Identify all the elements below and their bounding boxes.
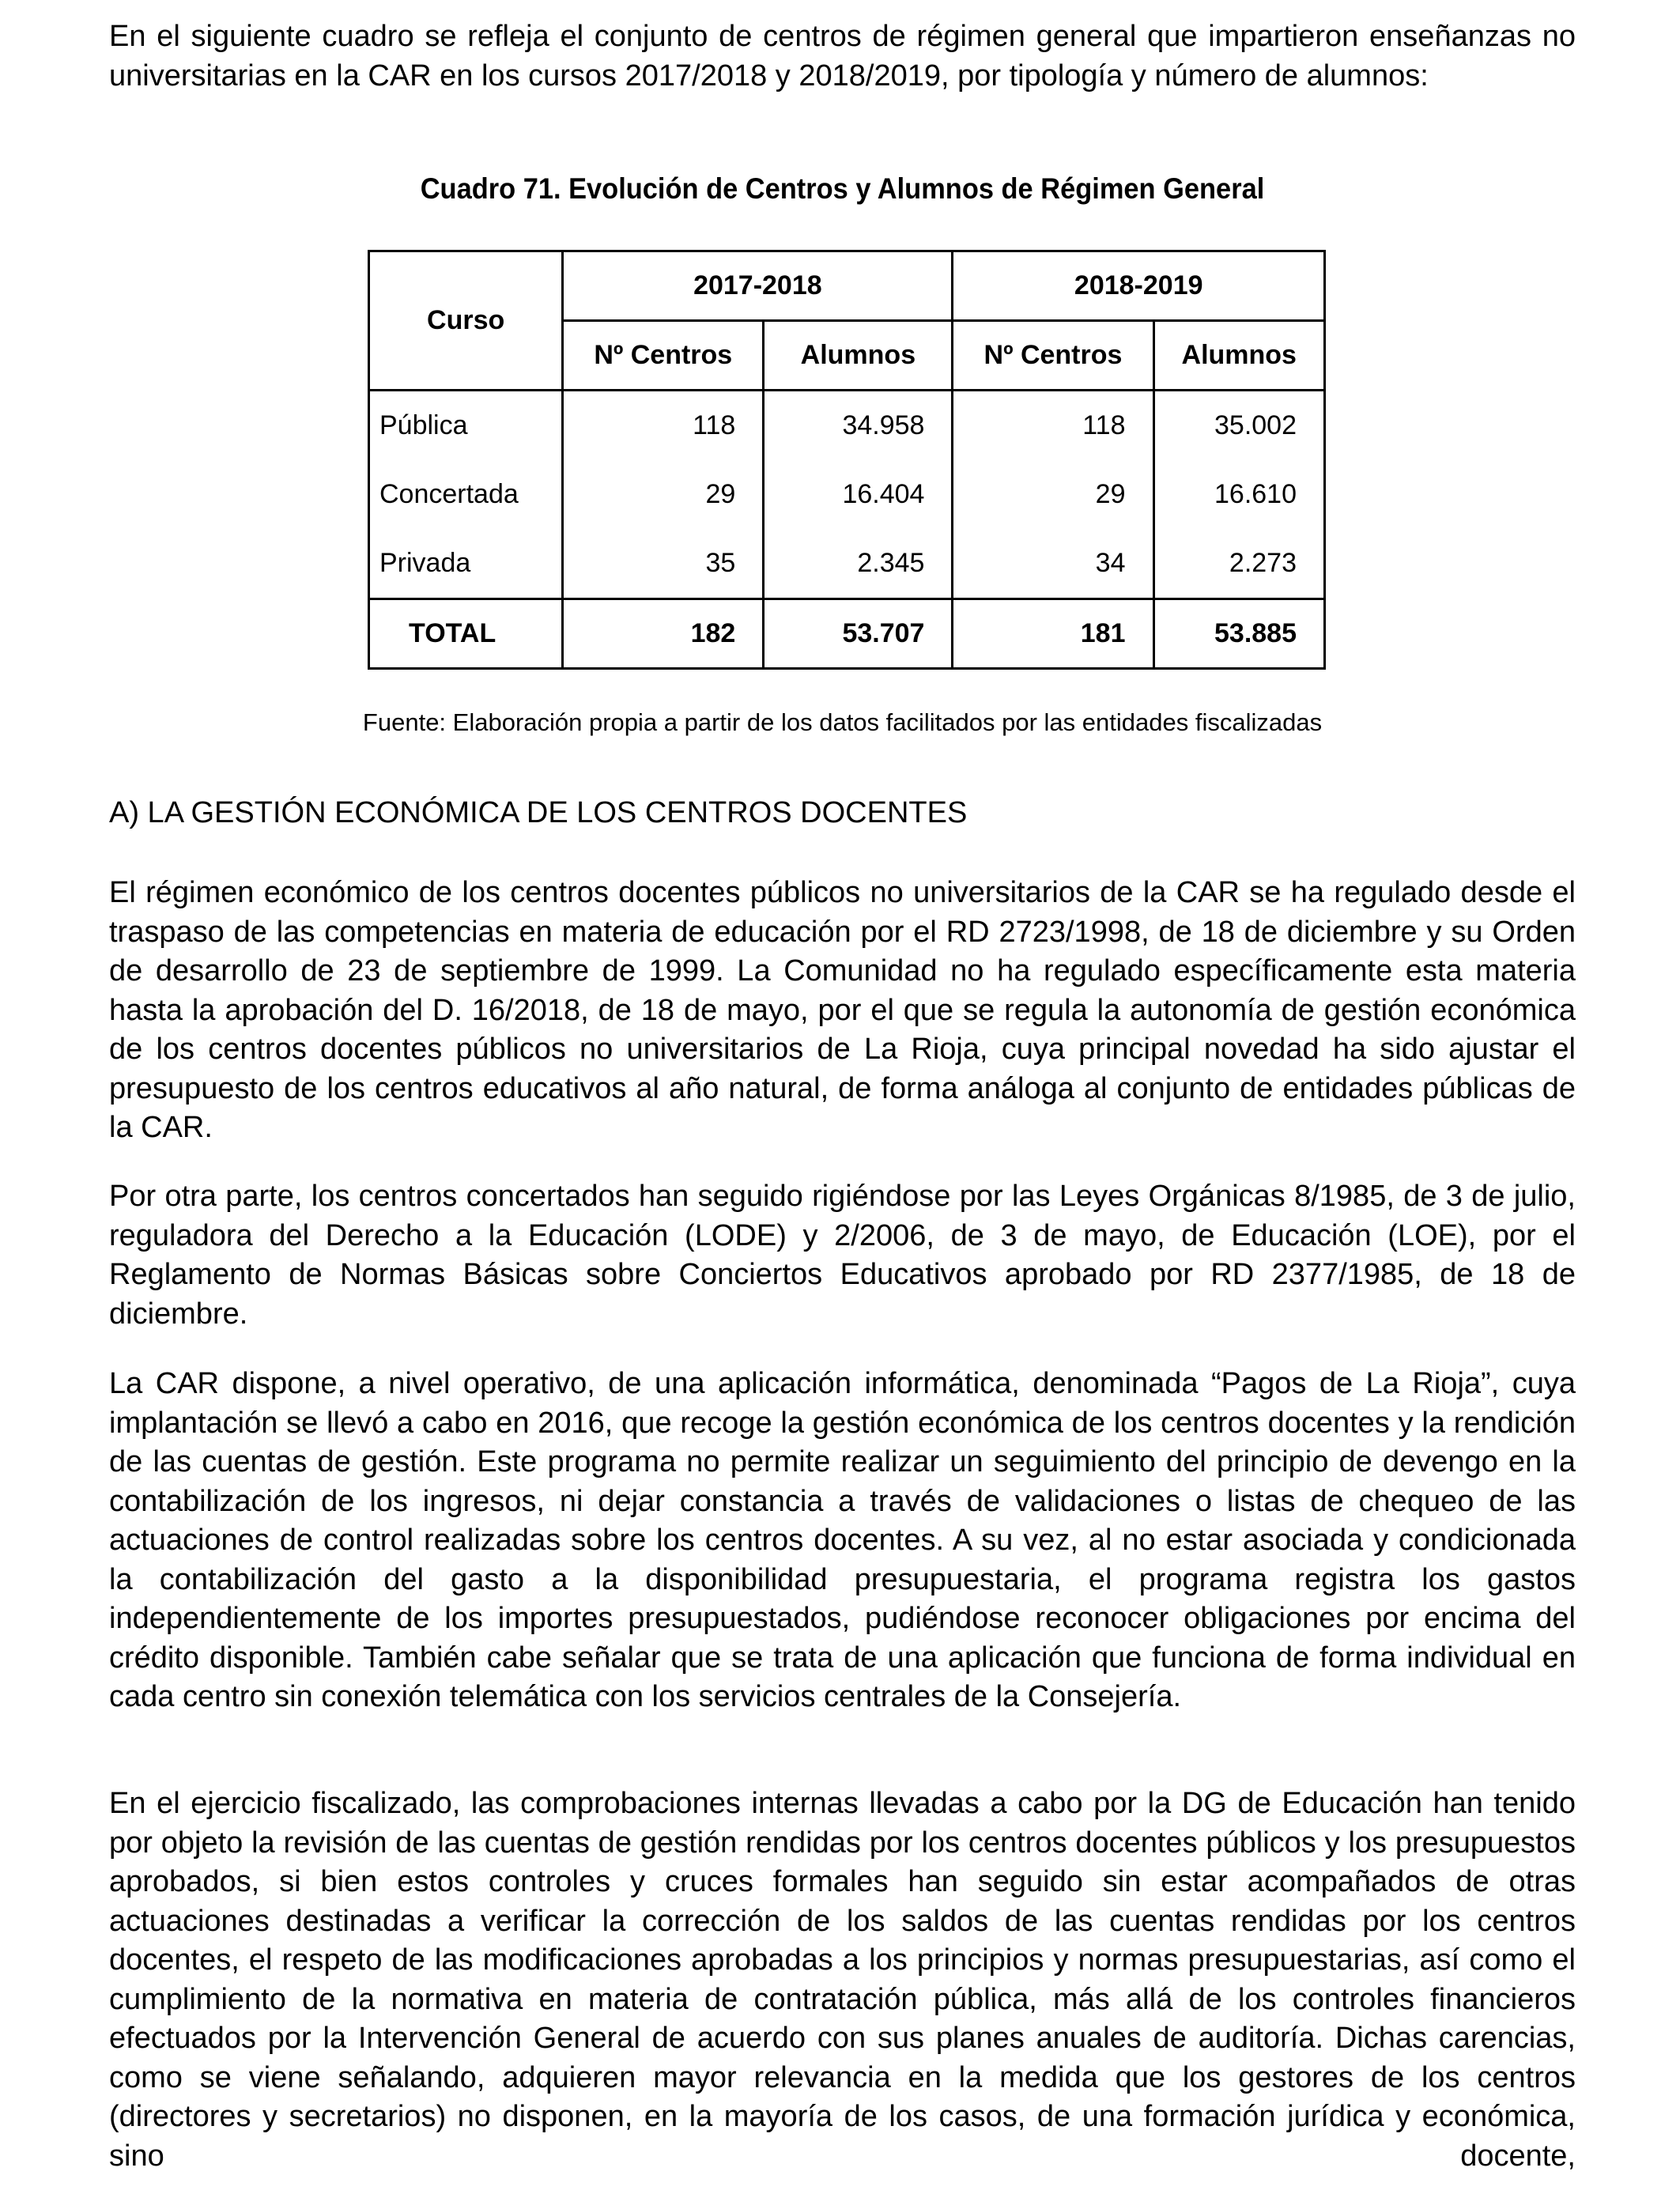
total-cell: 53.707 [764, 599, 953, 669]
intro-paragraph: En el siguiente cuadro se refleja el conjunto de centros de régimen general que impartieron enseñanzas no universitarias en la CAR en los cursos 2017/2018 y 2018/2019, por tipología y número de alumnos: [109, 20, 1576, 93]
table-caption: Cuadro 71. Evolución de Centros y Alumnos de Régimen General [420, 172, 1265, 205]
table-cell: 34 [953, 530, 1153, 599]
total-label: TOTAL [369, 599, 563, 669]
col-header-alumnos-2018: Alumnos [1153, 321, 1325, 391]
row-label: Privada [369, 530, 563, 599]
year-header-2017: 2017-2018 [563, 251, 953, 321]
table-cell: 29 [563, 460, 764, 530]
curso-header: Curso [369, 251, 563, 391]
table-source-note: Fuente: Elaboración propia a partir de los datos facilitados por las entidades fiscalizadas [362, 708, 1323, 736]
table-row [369, 460, 1325, 530]
col-header-centros-2018: Nº Centros [953, 321, 1153, 391]
table-cell: 2.345 [764, 530, 953, 599]
table-cell: 35 [563, 530, 764, 599]
table-cell: 2.273 [1153, 530, 1325, 599]
table-row [369, 530, 1325, 599]
table-total-row [369, 599, 1325, 669]
row-label: Pública [369, 391, 563, 460]
table-cell: 16.610 [1153, 460, 1325, 530]
total-cell: 182 [563, 599, 764, 669]
body-paragraph: El régimen económico de los centros docentes públicos no universitarios de la CAR se ha regulado desde el traspaso de las competencias en materia de educación por el RD 2723/1998, de 18 de diciembre y su Orden de desarrollo de 23 de septiembre de 1999. La Comunidad no ha regulado específicamente esta materia hasta la aprobación del D. 16/2018, de 18 de mayo, por el que se regula la autonomía de gestión económica de los centros docentes públicos no universitarios de La Rioja, cuya principal novedad ha sido ajustar el presupuesto de los centros educativos al año natural, de forma análoga al conjunto de entidades públicas de la CAR. [109, 876, 1576, 1144]
table-cell: 16.404 [764, 460, 953, 530]
year-header-2018: 2018-2019 [953, 251, 1325, 321]
document-page [109, 17, 1576, 2173]
table-cell: 29 [953, 460, 1153, 530]
row-label: Concertada [369, 460, 563, 530]
total-cell: 181 [953, 599, 1153, 669]
table-cell: 35.002 [1153, 391, 1325, 460]
table-header-years [369, 251, 1325, 321]
body-paragraph: La CAR dispone, a nivel operativo, de una aplicación informática, denominada “Pagos de La Rioja”, cuya implantación se llevó a cabo en 2016, que recoge la gestión económica de los centros docentes y la rendición de las cuentas de gestión. Este programa no permite realizar un seguimiento del principio de devengo en la contabilización de los ingresos, ni dejar constancia a través de validaciones o listas de chequeo de las actuaciones de control realizadas sobre los centros docentes. A su vez, al no estar asociada y condicionada la contabilización del gasto a la disponibilidad presupuestaria, el programa registra los gastos independientemente de los importes presupuestados, pudiéndose reconocer obligaciones por encima del crédito disponible. También cabe señalar que se trata de una aplicación que funciona de forma individual en cada centro sin conexión telemática con los servicios centrales de la Consejería. [109, 1367, 1576, 1713]
table-cell: 118 [563, 391, 764, 460]
body-paragraph: En el ejercicio fiscalizado, las comprobaciones internas llevadas a cabo por la DG de Educación han tenido por objeto la revisión de las cuentas de gestión rendidas por los centros docentes públicos y los presupuestos aprobados, si bien estos controles y cruces formales han seguido sin estar acompañados de otras actuaciones destinadas a verificar la corrección de los saldos de las cuentas rendidas por los centros docentes, el respeto de las modificaciones aprobadas a los principios y normas presupuestarias, así como el cumplimiento de la normativa en materia de contratación pública, más allá de los controles financieros efectuados por la Intervención General de acuerdo con sus planes anuales de auditoría. Dichas carencias, como se viene señalando, adquieren mayor relevancia en la medida que los gestores de los centros (directores y secretarios) no disponen, en la mayoría de los casos, de una formación jurídica y económica, sino docente, [109, 1787, 1576, 2173]
col-header-centros-2017: Nº Centros [563, 321, 764, 391]
section-heading: A) LA GESTIÓN ECONÓMICA DE LOS CENTROS DOCENTES [109, 796, 968, 829]
col-header-alumnos-2017: Alumnos [764, 321, 953, 391]
table-cell: 34.958 [764, 391, 953, 460]
total-cell: 53.885 [1153, 599, 1325, 669]
centros-alumnos-table [368, 250, 1326, 670]
table-cell: 118 [953, 391, 1153, 460]
table-row [369, 391, 1325, 460]
body-paragraph: Por otra parte, los centros concertados han seguido rigiéndose por las Leyes Orgánicas 8/1985, de 3 de julio, reguladora del Derecho a la Educación (LODE) y 2/2006, de 3 de mayo, de Educación (LOE), por el Reglamento de Normas Básicas sobre Conciertos Educativos aprobado por RD 2377/1985, de 18 de diciembre. [109, 1180, 1576, 1331]
